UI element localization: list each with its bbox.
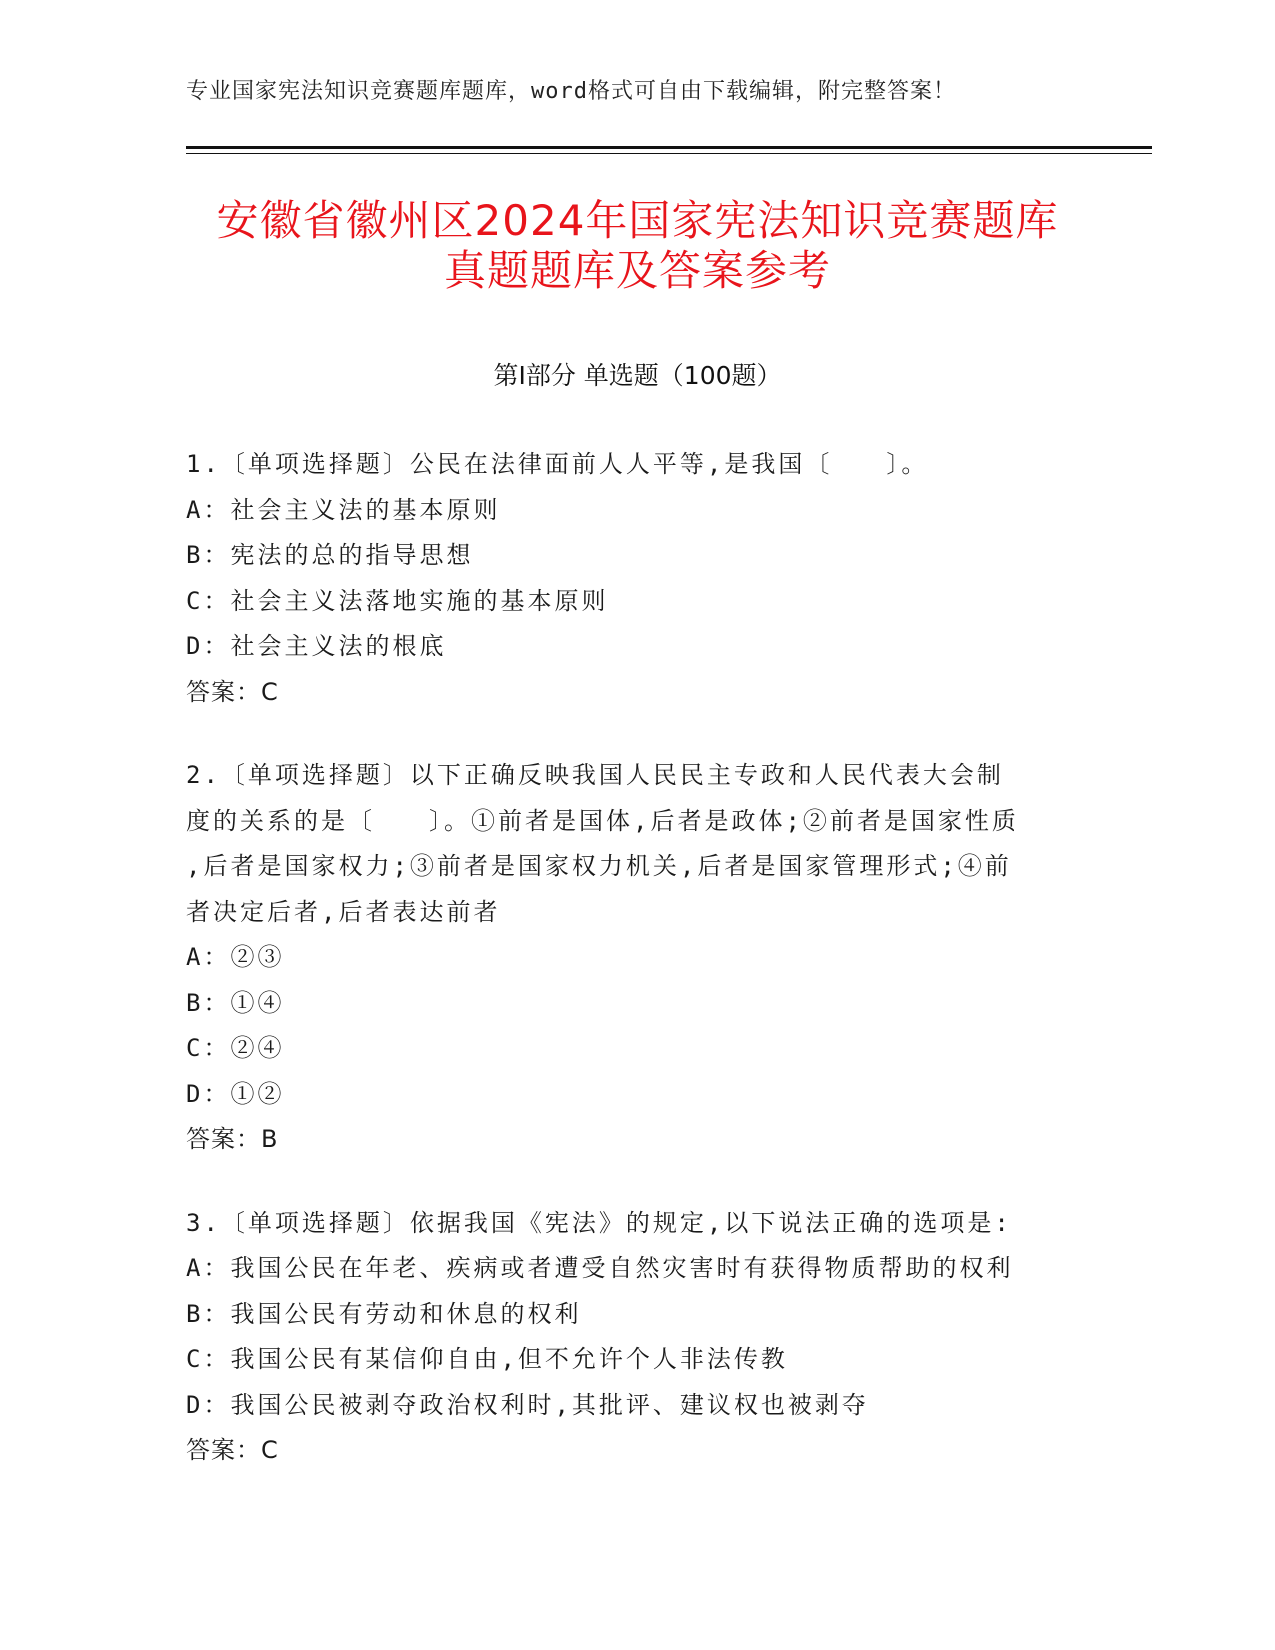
question-stem: 1.〔单项选择题〕公民在法律面前人人平等,是我国〔 〕。 [186,450,929,478]
option-b: B：①④ [186,988,285,1017]
header-rule-thin [186,153,1152,154]
question-stem: 3.〔单项选择题〕依据我国《宪法》的规定,以下说法正确的选项是: [186,1208,1012,1237]
question-list [186,442,1086,1512]
option-b: B：宪法的总的指导思想 [186,541,474,569]
option-a: A：我国公民在年老、疾病或者遭受自然灾害时有获得物质帮助的权利 [186,1254,1014,1282]
option-c: C：我国公民有某信仰自由,但不允许个人非法传教 [186,1345,788,1373]
option-c: C：②④ [186,1034,285,1062]
option-a: A：②③ [186,943,285,971]
question-2 [186,753,1086,1163]
option-b: B：我国公民有劳动和休息的权利 [186,1299,582,1328]
answer: 答案：C [186,1436,279,1464]
question-stem: 2.〔单项选择题〕以下正确反映我国人民民主专政和人民代表大会制 度的关系的是〔 〕。①前者是国体,后者是政体;②前者是国家性质 ,后者是国家权力;③前者是国家权力机关,后者是国家管理形式;④前 者决定后者,后者表达前者 [186,761,1019,926]
option-d: D：①② [186,1079,285,1108]
header-rule-thick [186,146,1152,149]
document-title-line1: 安徽省徽州区2024年国家宪法知识竞赛题库 [216,196,1059,245]
option-a: A：社会主义法的基本原则 [186,495,501,524]
option-d: D：社会主义法的根底 [186,632,447,660]
answer: 答案：C [186,677,279,706]
document-title-line2: 真题题库及答案参考 [443,246,831,295]
option-d: D：我国公民被剥夺政治权利时,其批评、建议权也被剥夺 [186,1390,869,1419]
document-title [150,196,1125,296]
header-note: 专业国家宪法知识竞赛题库题库，word格式可自由下载编辑，附完整答案！ [186,79,956,104]
option-c: C：社会主义法落地实施的基本原则 [186,586,609,615]
section-heading: 第Ⅰ部分 单选题（100题） [493,361,782,390]
answer: 答案：B [186,1125,279,1153]
question-3 [186,1201,1086,1474]
question-1 [186,442,1086,715]
